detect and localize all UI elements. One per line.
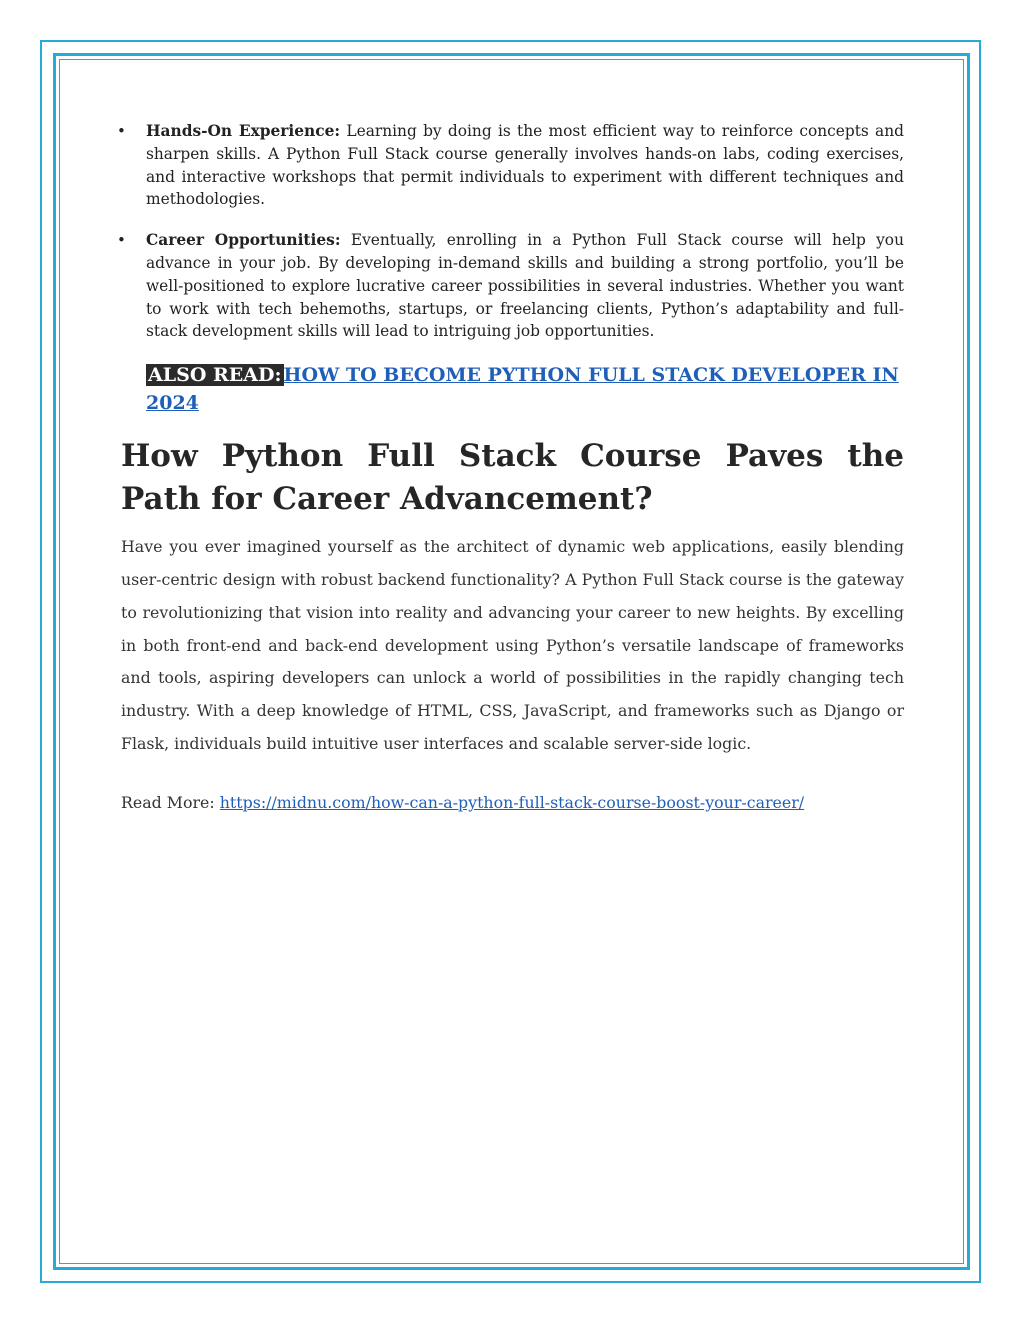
read-more-label: Read More: — [121, 792, 215, 812]
section-heading: How Python Full Stack Course Paves the Path for Career Advancement? — [121, 438, 904, 518]
read-more-link[interactable]: https://midnu.com/how-can-a-python-full-stack-course-boost-your-career/ — [219, 792, 805, 812]
document-content — [121, 120, 904, 815]
list-item-text: Learning by doing is the most efficient way to reinforce concepts and sharpen skills. A Python Full Stack course generally involves hands-on labs, coding exercises, and interactive workshops that permit individuals to experiment with different techniques and methodologies. — [146, 122, 904, 209]
list-item-term: Hands-On Experience: — [146, 122, 341, 140]
also-read-label: ALSO READ: — [148, 364, 282, 387]
also-read-link[interactable]: HOW TO BECOME PYTHON FULL STACK DEVELOPER IN 2024 — [146, 364, 899, 415]
benefits-list — [121, 120, 904, 343]
list-item — [121, 120, 904, 211]
list-item-text: Eventually, enrolling in a Python Full Stack course will help you advance in your job. By developing in-demand skills and building a strong portfolio, you’ll be well-positioned to explore lucrative career possibilities in several industries. Whether you want to work with tech behemoths, startups, or freelancing clients, Python’s adaptability and full-stack development skills will lead to intriguing job opportunities. — [146, 231, 904, 341]
also-read-callout — [146, 361, 904, 417]
list-item-term: Career Opportunities: — [146, 231, 341, 250]
body-paragraph: Have you ever imagined yourself as the architect of dynamic web applications, easily blending user-centric design with robust backend functionality? A Python Full Stack course is the gateway to revolutionizing that vision into reality and advancing your career to new heights. By excelling in both front-end and back-end development using Python’s versatile landscape of frameworks and tools, aspiring developers can unlock a world of possibilities in the rapidly changing tech industry. With a deep knowledge of HTML, CSS, JavaScript, and frameworks such as Django or Flask, individuals build intuitive user interfaces and scalable server-side logic. — [121, 537, 904, 753]
read-more-line — [121, 791, 904, 815]
list-item — [121, 229, 904, 343]
